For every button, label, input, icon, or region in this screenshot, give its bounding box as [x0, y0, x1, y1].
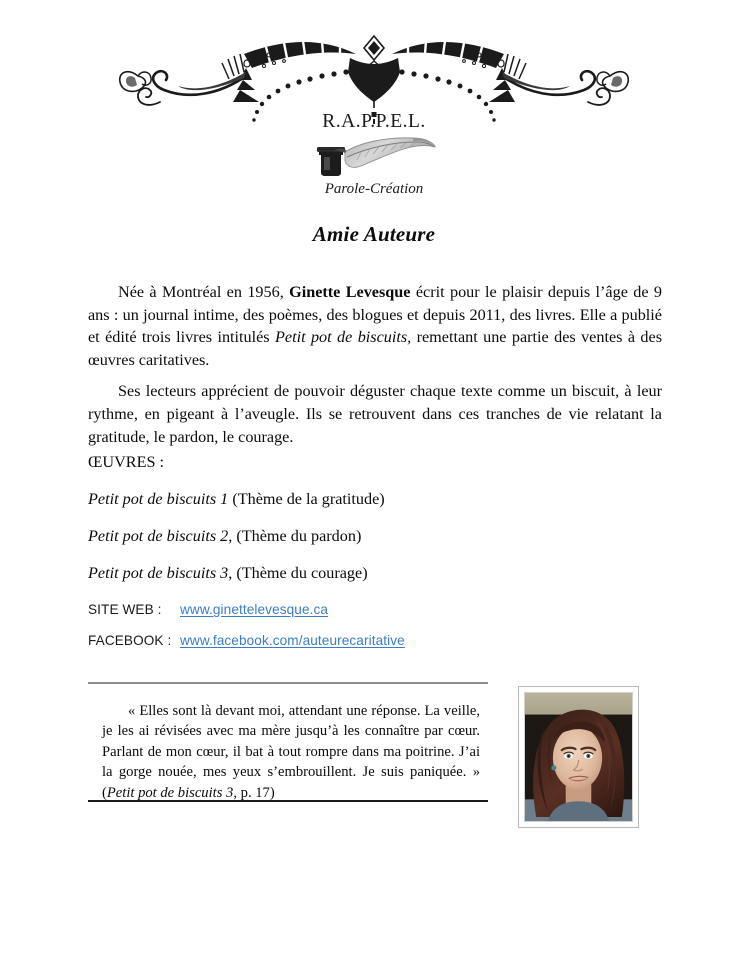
works-section	[88, 452, 662, 662]
work-item	[88, 489, 662, 509]
paragraph-bio: Née à Montréal en 1956, Ginette Levesque écrit pour le plaisir depuis l’âge de 9 ans : un journal intime, des poèmes, des blogues et depuis 2011, des livres. Elle a publié et édité trois livres intitulés Petit pot de biscuits, remettant une partie des ventes à des œuvres caritatives.	[88, 283, 663, 369]
work-item	[88, 563, 662, 583]
works-heading: ŒUVRES :	[88, 453, 165, 471]
work-title: Petit pot de biscuits 2	[88, 527, 229, 545]
portrait-photo-image	[525, 693, 632, 821]
work-theme: , (Thème du courage)	[228, 564, 368, 582]
rappel-logo-block	[0, 112, 748, 198]
inkwell-and-quill-logo-icon	[309, 133, 439, 181]
facebook-row	[88, 631, 662, 650]
facebook-link[interactable]: www.facebook.com/auteurecaritative	[180, 633, 405, 648]
quote-text: « Elles sont là devant moi, attendant une réponse. La veille, je les ai révisées avec ma mère jusqu’à les connaître par cœur. Parlant de mon cœur, il bat à tout rompre dans ma poitrine. J’ai la gorge nouée, mes yeux s’embrouillent. Je suis paniquée. » (Petit pot de biscuits 3, p. 17)	[102, 703, 480, 801]
body-text-column	[88, 281, 662, 448]
site-web-label: SITE WEB :	[88, 602, 162, 617]
site-web-link[interactable]: www.ginettelevesque.ca	[180, 602, 329, 617]
author-photo-frame	[518, 686, 639, 828]
quote-block	[88, 682, 488, 802]
logo-title: R.A.P.P.E.L.	[322, 111, 426, 132]
work-title: Petit pot de biscuits 1	[88, 490, 229, 508]
work-theme: (Thème de la gratitude)	[228, 490, 385, 508]
work-title: Petit pot de biscuits 3	[88, 564, 229, 582]
paragraph-readers: Ses lecteurs apprécient de pouvoir déguster chaque texte comme un biscuit, à leur rythme, en pigeant à l’aveugle. Ils se retrouvent dans ces tranches de vie relatant la gratitude, le pardon, le courage.	[88, 382, 662, 446]
logo-subtitle: Parole-Création	[324, 181, 424, 198]
avatar	[524, 692, 633, 822]
work-theme: , (Thème du pardon)	[228, 527, 362, 545]
facebook-label: FACEBOOK :	[88, 633, 172, 648]
site-web-row	[88, 600, 662, 619]
work-item	[88, 526, 662, 546]
page-title: Amie Auteure	[312, 222, 436, 246]
